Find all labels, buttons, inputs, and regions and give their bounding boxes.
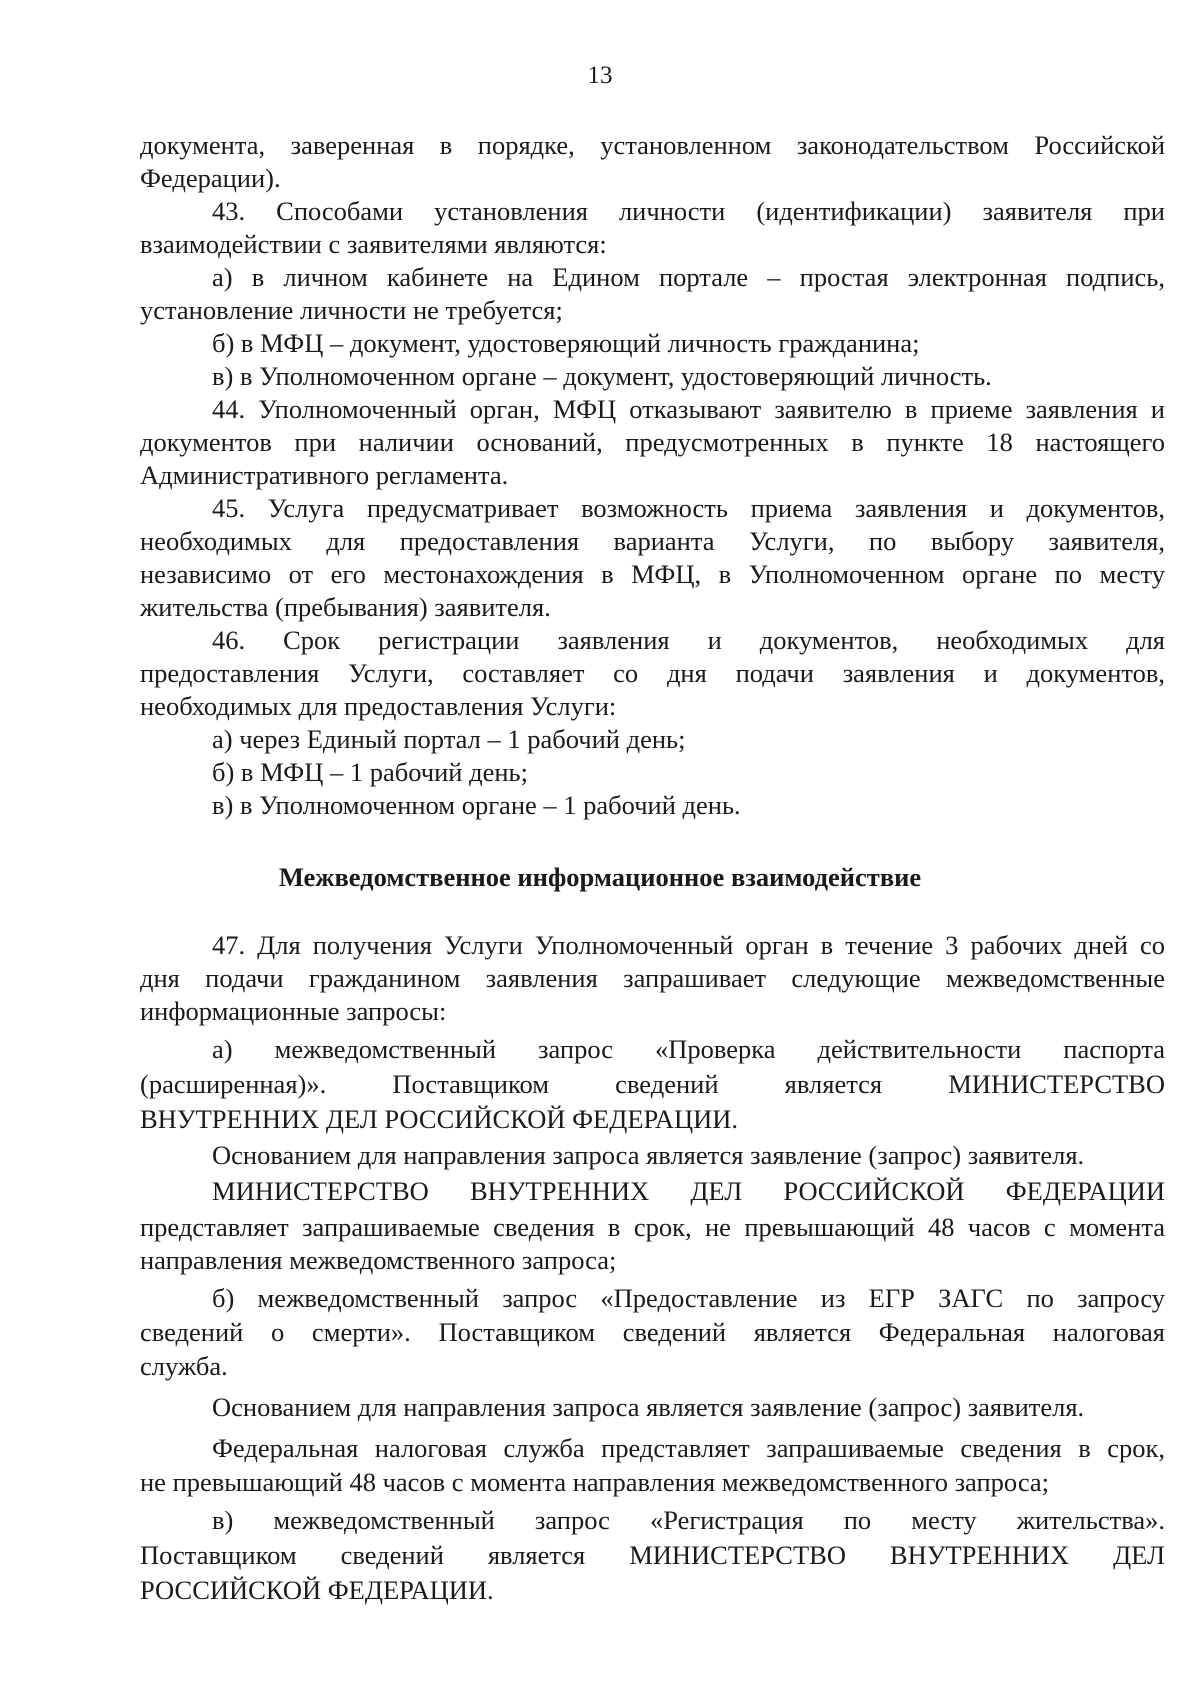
- text-line: жительства (пребывания) заявителя.: [140, 592, 551, 622]
- text-line: Поставщиком сведений является МИНИСТЕРСТВО ВНУТРЕННИХ ДЕЛ: [140, 1540, 1165, 1570]
- section-heading: Межведомственное информационное взаимодействие: [278, 862, 922, 892]
- text-line: в) в Уполномоченном органе – документ, удостоверяющий личность.: [212, 361, 992, 391]
- text-line: взаимодействии с заявителями являются:: [140, 229, 607, 259]
- text-line: документов при наличии оснований, предусмотренных в пункте 18 настоящего: [140, 427, 1165, 457]
- page-number: 13: [587, 62, 613, 89]
- text-line: 43. Способами установления личности (идентификации) заявителя при: [212, 196, 1165, 226]
- text-line: Федеральная налоговая служба представляет запрашиваемые сведения в срок,: [212, 1433, 1165, 1463]
- text-line: установление личности не требуется;: [140, 295, 563, 325]
- text-line: 45. Услуга предусматривает возможность приема заявления и документов,: [212, 493, 1165, 523]
- text-line: сведений о смерти». Поставщиком сведений является Федеральная налоговая: [140, 1317, 1165, 1347]
- text-line: 47. Для получения Услуги Уполномоченный орган в течение 3 рабочих дней со: [212, 930, 1165, 960]
- text-line: в) в Уполномоченном органе – 1 рабочий день.: [212, 790, 741, 820]
- text-line: представляет запрашиваемые сведения в срок, не превышающий 48 часов с момента: [140, 1212, 1165, 1242]
- text-line: РОССИЙСКОЙ ФЕДЕРАЦИИ.: [140, 1575, 494, 1605]
- text-line: ВНУТРЕННИХ ДЕЛ РОССИЙСКОЙ ФЕДЕРАЦИИ.: [140, 1104, 739, 1134]
- text-line: служба.: [140, 1351, 228, 1381]
- text-line: необходимых для предоставления варианта Услуги, по выбору заявителя,: [140, 526, 1165, 556]
- text-line: б) в МФЦ – 1 рабочий день;: [212, 757, 528, 787]
- text-line: направления межведомственного запроса;: [140, 1245, 617, 1275]
- text-line: Основанием для направления запроса является заявление (запрос) заявителя.: [212, 1140, 1085, 1170]
- text-line: 46. Срок регистрации заявления и документов, необходимых для: [212, 625, 1165, 655]
- text-line: а) межведомственный запрос «Проверка действительности паспорта: [212, 1034, 1165, 1064]
- text-line: не превышающий 48 часов с момента направления межведомственного запроса;: [140, 1467, 1050, 1497]
- text-line: Федерации).: [140, 163, 281, 193]
- text-line: а) через Единый портал – 1 рабочий день;: [212, 724, 686, 754]
- text-line: а) в личном кабинете на Едином портале – простая электронная подпись,: [212, 262, 1165, 292]
- text-line: в) межведомственный запрос «Регистрация по месту жительства».: [212, 1505, 1165, 1535]
- text-line: необходимых для предоставления Услуги:: [140, 691, 617, 721]
- text-line: независимо от его местонахождения в МФЦ, в Уполномоченном органе по месту: [140, 559, 1165, 589]
- text-line: б) в МФЦ – документ, удостоверяющий личность гражданина;: [212, 328, 920, 358]
- text-line: Основанием для направления запроса является заявление (запрос) заявителя.: [212, 1392, 1085, 1422]
- text-line: документа, заверенная в порядке, установленном законодательством Российской: [140, 130, 1165, 160]
- text-line: (расширенная)». Поставщиком сведений является МИНИСТЕРСТВО: [140, 1069, 1165, 1099]
- text-line: дня подачи гражданином заявления запрашивает следующие межведомственные: [140, 963, 1165, 993]
- text-line: 44. Уполномоченный орган, МФЦ отказывают заявителю в приеме заявления и: [212, 394, 1165, 424]
- text-line: информационные запросы:: [140, 996, 447, 1026]
- text-line: предоставления Услуги, составляет со дня подачи заявления и документов,: [140, 658, 1165, 688]
- text-line: Административного регламента.: [140, 460, 509, 490]
- text-line: б) межведомственный запрос «Предоставление из ЕГР ЗАГС по запросу: [212, 1283, 1165, 1313]
- text-line: МИНИСТЕРСТВО ВНУТРЕННИХ ДЕЛ РОССИЙСКОЙ ФЕДЕРАЦИИ: [212, 1176, 1165, 1206]
